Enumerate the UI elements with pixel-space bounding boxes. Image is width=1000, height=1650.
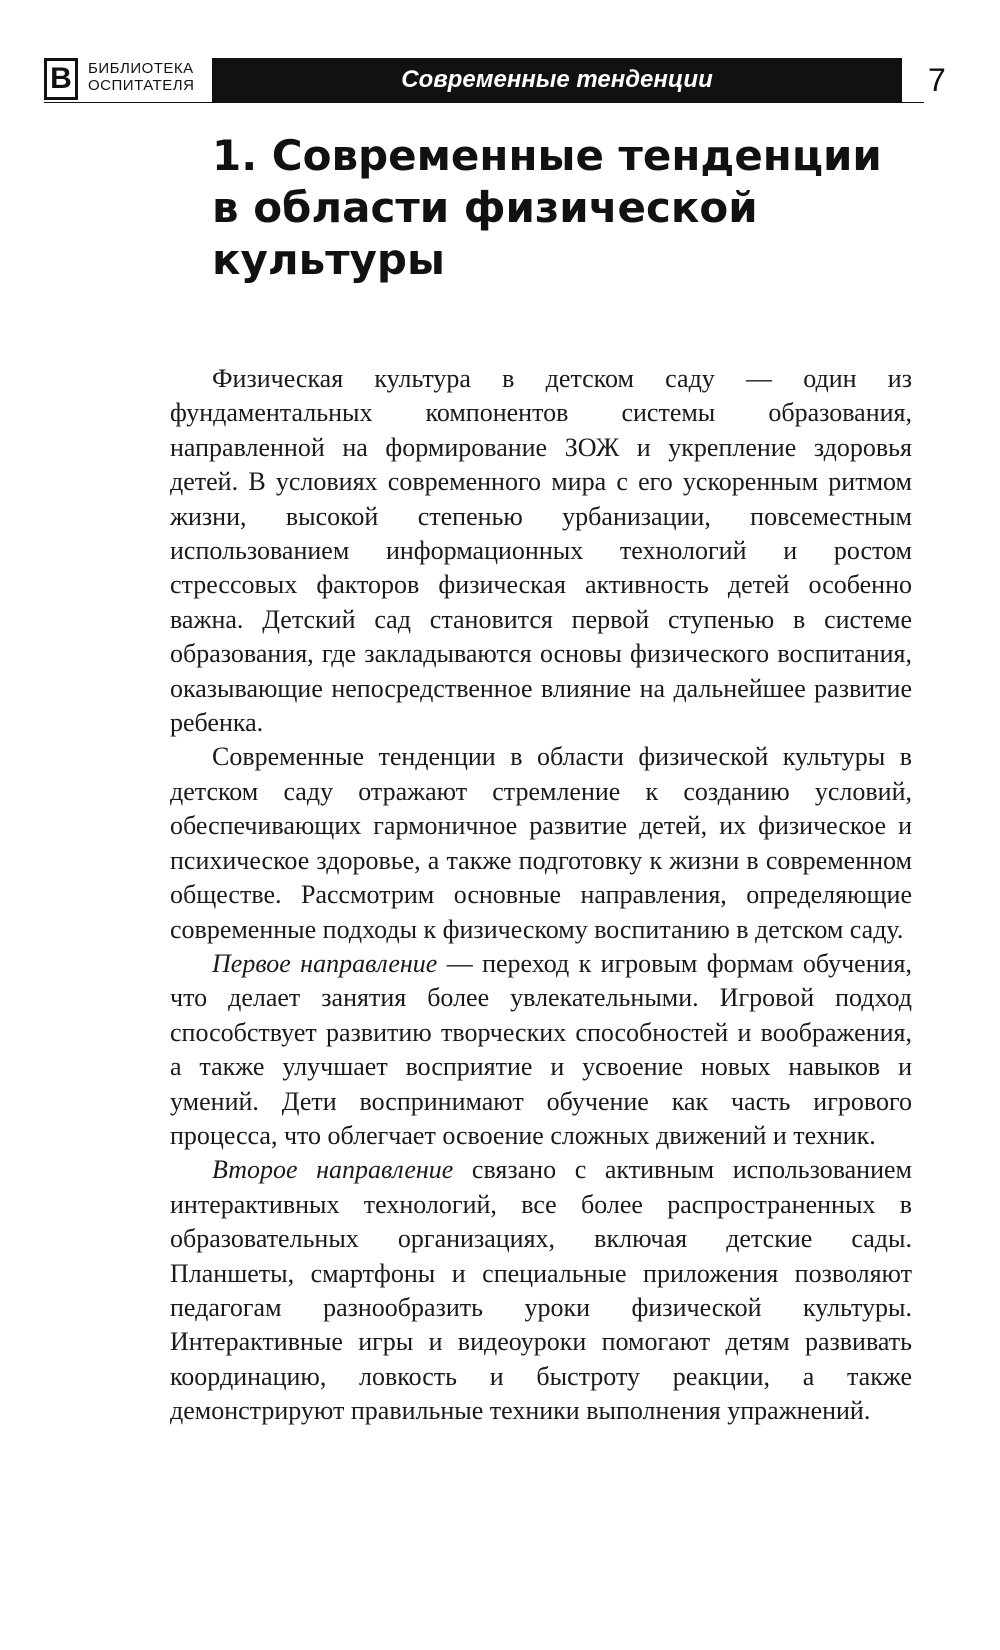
chapter-title-line3: культуры xyxy=(212,235,445,284)
logo-letter: В xyxy=(50,62,72,95)
paragraph xyxy=(170,1153,912,1428)
header-rule xyxy=(44,102,924,103)
page-number: 7 xyxy=(928,62,946,98)
series-name-line2: ОСПИТАТЕЛЯ xyxy=(88,77,195,94)
paragraph-text: Физическая культура в детском саду — один из фундаментальных компонентов системы образования, направленной на формирование ЗОЖ и укрепление здоровья детей. В условиях современного мира с его ускоренным ритмом жизни, высокой степенью урбанизации, повсеместным использованием информационных технологий и ростом стрессовых факторов физическая активность детей особенно важна. Детский сад становится первой ступенью в системе образования, где закладываются основы физического воспитания, оказывающие непосредственное влияние на дальнейшее развитие ребенка. xyxy=(170,364,912,738)
paragraph-text: — переход к игровым формам обучения, что делает занятия более увлекательными. Игровой подход способствует развитию творческих способностей и воображения, а также улучшает восприятие и усвоение новых навыков и умений. Дети воспринимают обучение как часть игрового процесса, что облегчает освоение сложных движений и техник. xyxy=(170,948,912,1150)
paragraph-text: Современные тенденции в области физической культуры в детском саду отражают стремление к созданию условий, обеспечивающих гармоничное развитие детей, их физическое и психическое здоровье, а также подготовку к жизни в современном обществе. Рассмотрим основные направления, определяющие современные подходы к физическому воспитанию в детском саду. xyxy=(170,742,912,944)
series-logo-icon xyxy=(44,58,78,100)
chapter-title-line1: 1. Современные тенденции xyxy=(212,131,882,180)
paragraph xyxy=(170,740,912,946)
paragraph-lead: Второе направление xyxy=(212,1155,454,1185)
running-title-bar xyxy=(212,58,902,102)
paragraph xyxy=(170,362,912,740)
page-header xyxy=(44,50,946,106)
paragraph xyxy=(170,947,912,1153)
chapter-title xyxy=(212,130,912,286)
running-title: Современные тенденции xyxy=(401,66,713,93)
series-name-line1: БИБЛИОТЕКА xyxy=(88,60,194,77)
chapter-title-line2: в области физической xyxy=(212,183,758,232)
series-name xyxy=(88,60,194,94)
body-text xyxy=(170,362,912,1429)
paragraph-text: связано с активным использованием интерактивных технологий, все более распространенных в образовательных организациях, включая детские сады. Планшеты, смартфоны и специальные приложения позволяют педагогам разнообразить уроки физической культуры. Интерактивные игры и видеоуроки помогают детям развивать координацию, ловкость и быстроту реакции, а также демонстрируют правильные техники выполнения упражнений. xyxy=(170,1155,912,1426)
paragraph-lead: Первое направление xyxy=(212,948,438,978)
